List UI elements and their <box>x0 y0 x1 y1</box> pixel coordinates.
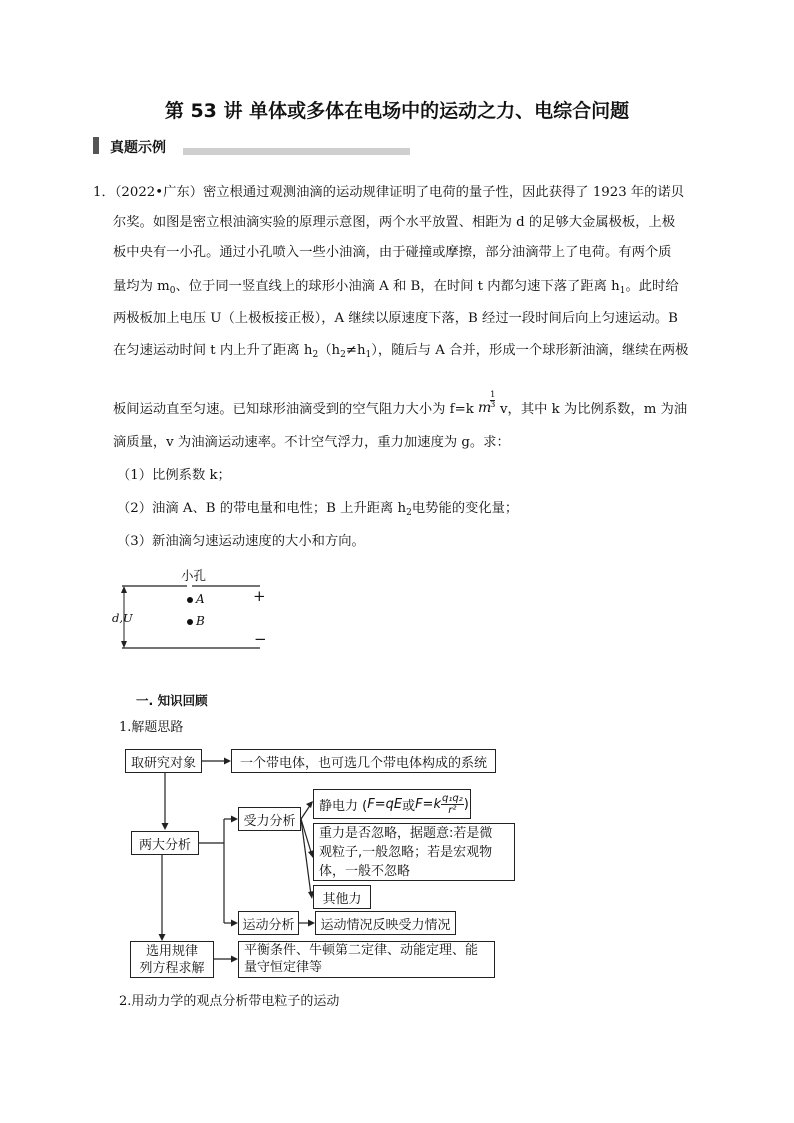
problem-text-6c: ≠h <box>345 343 366 358</box>
gravity-line-3: 体，一般不忽略 <box>319 863 411 879</box>
electrostatic-label: 静电力 ( <box>319 798 368 814</box>
flow-force-analysis-box: 受力分析 <box>238 807 301 831</box>
exponent-denominator: 3 <box>490 400 496 410</box>
arrow-to-motion <box>231 920 238 927</box>
distance-voltage-label: d,U <box>112 611 133 625</box>
problem-line-8: 滴质量，v 为油滴运动速率。不计空气浮力，重力加速度为 g。求： <box>113 435 510 450</box>
electrostatic-formula-2: F=k <box>415 796 441 812</box>
problem-line-3: 板中央有一小孔。通过小孔喷入一些小油滴，由于碰撞或摩擦，部分油滴带上了电荷。有两个质 <box>113 245 672 260</box>
question-2-text-b: 电势能的变化量； <box>411 501 519 516</box>
question-1: （1）比例系数 k； <box>117 468 231 483</box>
review-heading: 一. 知识回顾 <box>136 693 208 708</box>
problem-sub-h1: 1 <box>619 286 626 296</box>
problem-text-1: （2022•广东）密立根通过观测油滴的运动规律证明了电荷的量子性，因此获得了 1923 年的诺贝 <box>114 185 685 200</box>
choose-line-2: 列方程求解 <box>139 960 205 976</box>
problem-text-4a: 量均为 m <box>113 279 170 294</box>
review-item-2: 2.用动力学的观点分析带电粒子的运动 <box>119 994 340 1009</box>
flow-motion-analysis-box: 运动分析 <box>238 911 299 935</box>
problem-text-4b: 、位于同一竖直线上的球形小油滴 A 和 B，在时间 t 内都匀速下落了距离 h <box>175 279 620 294</box>
review-item-1: 1.解题思路 <box>119 720 184 735</box>
flow-object-box: 取研究对象 <box>125 749 202 773</box>
arrow-to-force <box>231 816 238 823</box>
problem-sub-h2b: 2 <box>340 350 346 360</box>
flow-other-force-box: 其他力 <box>313 885 371 909</box>
plus-sign: + <box>253 587 266 605</box>
arrow-two-down <box>159 934 166 941</box>
problem-text-4c: 。此时给 <box>625 279 679 294</box>
exponent-numerator: 1 <box>490 390 496 400</box>
flow-electrostatic-box <box>313 789 471 819</box>
problem-sub-h2: 2 <box>312 350 319 360</box>
electrostatic-fraction <box>441 793 464 816</box>
problem-number: 1． <box>93 185 115 200</box>
connector-force-gravity <box>301 819 311 852</box>
problem-text-6b: （h <box>318 343 341 358</box>
minus-sign: − <box>254 630 267 648</box>
problem-line-5: 两极板加上电压 U（上极板接正极），A 继续以原速度下落，B 经过一段时间后向上匀速运动。B <box>113 311 678 326</box>
flow-two-analysis-box: 两大分析 <box>131 831 199 855</box>
arrow-motion-desc <box>308 920 315 927</box>
electrostatic-or: 或 <box>402 798 416 814</box>
arrow-choose-laws <box>231 956 238 963</box>
laws-line-2: 量守恒定律等 <box>244 960 323 975</box>
problem-text-6d: ），随后与 A 合并，形成一个球形新油滴，继续在两极 <box>371 343 689 358</box>
fraction-denominator: r² <box>448 804 457 816</box>
arrow-object-desc <box>224 758 231 765</box>
section-label: 真题示例 <box>110 140 166 156</box>
problem-line-2: 尔奖。如图是密立根油滴实验的原理示意图，两个水平放置、相距为 d 的足够大金属极板，上极 <box>113 215 676 230</box>
electrostatic-formula-1: F=qE <box>367 796 403 812</box>
question-2-text-a: （2）油滴 A、B 的带电量和电性；B 上升距离 h <box>117 501 407 516</box>
flow-object-desc-box: 一个带电体，也可选几个带电体构成的系统 <box>231 749 496 773</box>
flow-laws-box <box>238 941 495 978</box>
laws-line-1: 平衡条件、牛顿第二定律、动能定理、能 <box>244 943 479 958</box>
problem-text-7a: 板间运动直至匀速。已知球形油滴受到的空气阻力大小为 f=k <box>113 402 474 417</box>
flow-choose-box <box>130 941 214 978</box>
problem-text-7b: v，其中 k 为比例系数，m 为油 <box>500 402 688 417</box>
connector-force-other <box>301 819 311 895</box>
formula-m: m <box>478 400 492 416</box>
hole-label: 小孔 <box>181 568 207 583</box>
drop-a-label: A <box>196 592 205 606</box>
gravity-line-1: 重力是否忽略，据题意:若是微 <box>319 825 493 841</box>
problem-sub-m0: 0 <box>169 286 176 296</box>
problem-sub-h1b: 1 <box>365 350 372 360</box>
flow-gravity-box <box>313 823 515 881</box>
problem-text-6a: 在匀速运动时间 t 内上升了距离 h <box>113 343 313 358</box>
fraction-numerator: q₁q₂ <box>441 792 463 804</box>
gravity-line-2: 观粒子,一般忽略；若是宏观物 <box>319 844 493 860</box>
page-title: 第 53 讲 单体或多体在电场中的运动之力、电综合问题 <box>164 100 630 122</box>
drop-b-label: B <box>196 614 205 628</box>
question-2-sub: 2 <box>406 508 412 518</box>
flow-motion-desc-box: 运动情况反映受力情况 <box>315 911 456 935</box>
arrow-object-down <box>162 823 169 830</box>
electrostatic-close: ) <box>463 796 469 812</box>
choose-line-1: 选用规律 <box>145 943 198 959</box>
question-3: （3）新油滴匀速运动速度的大小和方向。 <box>117 534 365 549</box>
